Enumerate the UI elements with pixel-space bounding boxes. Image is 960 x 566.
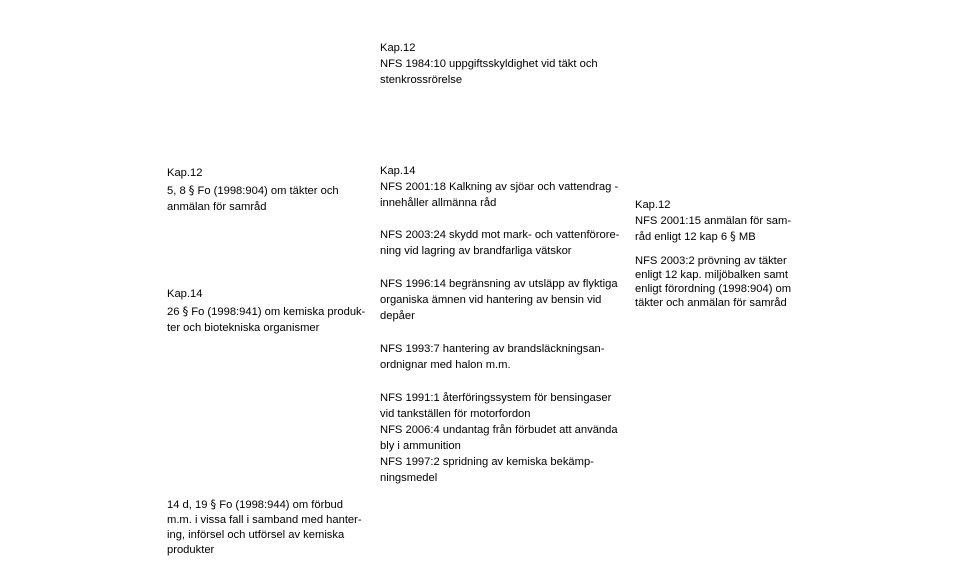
left-block-1-line-2: anmälan för samråd [167, 201, 267, 213]
top-kap-heading: Kap.12 [380, 42, 416, 54]
middle-kap-heading: Kap.14 [380, 165, 416, 177]
middle-item-6: NFS 2006:4 undantag från förbudet att använda bly i ammunition [380, 424, 618, 452]
left-block-1-ref: 5, 8 § Fo (1998:904) om täkter och [167, 184, 339, 197]
right-kap-heading: Kap.12 [635, 199, 671, 211]
right-item-2: NFS 2003:2 prövning av täkter enligt 12 kap. miljöbalken samt enligt förordning (1998:904) om täkter och anmälan för samråd [635, 255, 792, 309]
left-block-2 [167, 286, 365, 336]
left-block-2-ref: 26 § Fo (1998:941) om kemiska produk- [167, 305, 366, 318]
section-sign: § [730, 230, 736, 243]
left-block-1 [167, 165, 339, 215]
left-block-3-line-4: produkter [167, 544, 215, 556]
middle-item-3: NFS 1996:14 begränsning av utsläpp av flyktiga organiska ämnen vid hantering av bensin vid depåer [380, 278, 618, 322]
middle-item-2: NFS 2003:24 skydd mot mark- och vattenförore- ning vid lagring av brandfarliga vätskor [380, 229, 620, 257]
section-sign: § [188, 184, 195, 197]
top-ref-line-2: stenkrossrörelse [380, 74, 463, 86]
middle-item-1: NFS 2001:18 Kalkning av sjöar och vattendrag - innehåller allmänna råd [380, 181, 619, 209]
middle-item-5: NFS 1991:1 återföringssystem för bensingaser vid tankställen för motorfordon [380, 392, 612, 420]
right-item-1: NFS 2001:15 anmälan för sam- råd enligt 12 kap 6 § MB [635, 215, 792, 243]
left-block-3-line-3: ing, införsel och utförsel av kemiska [167, 529, 345, 541]
top-block [380, 40, 598, 88]
section-sign: § [210, 498, 217, 511]
left-block-3 [167, 497, 362, 558]
left-block-3-line-2: m.m. i vissa fall i samband med hanter- [167, 514, 362, 526]
left-block-2-line-2: ter och biotekniska organismer [167, 322, 320, 334]
middle-item-4: NFS 1993:7 hantering av brandsläckningsan- ordnignar med halon m.m. [380, 343, 605, 371]
left-block-1-kap: Kap.12 [167, 167, 203, 179]
left-block-2-kap: Kap.14 [167, 288, 203, 300]
top-ref-line-1: NFS 1984:10 uppgiftsskyldighet vid täkt och [380, 58, 598, 70]
left-block-3-ref: 14 d, 19 § Fo (1998:944) om förbud [167, 498, 344, 511]
section-sign: § [182, 305, 189, 318]
middle-item-7: NFS 1997:2 spridning av kemiska bekämp- ningsmedel [380, 456, 594, 484]
